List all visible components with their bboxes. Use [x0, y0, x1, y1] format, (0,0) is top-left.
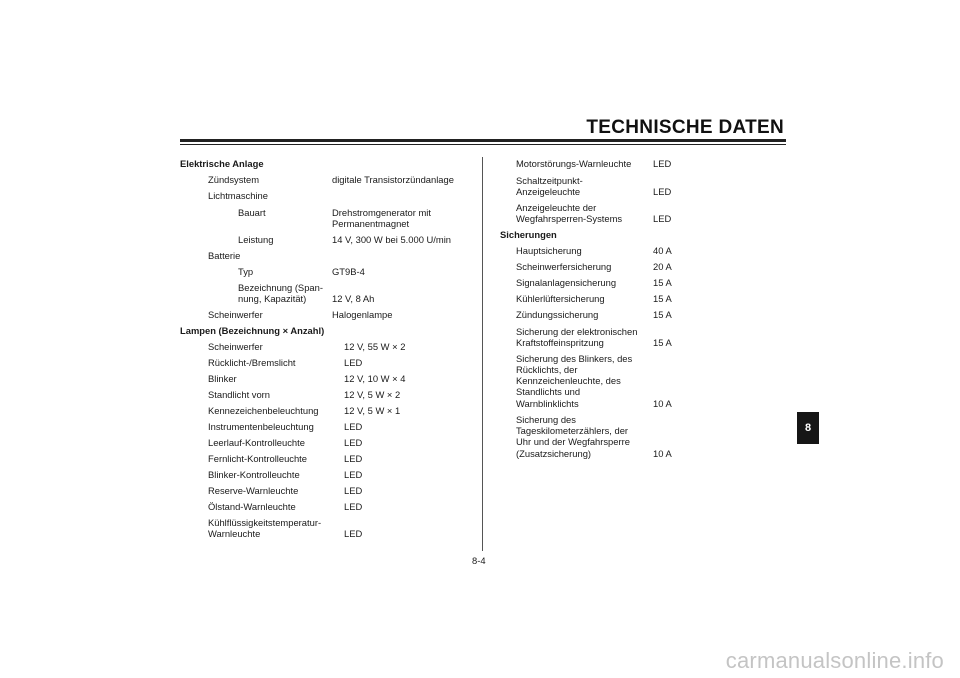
spec-value: 10 A — [653, 398, 672, 409]
watermark-text: carmanualsonline.info — [725, 648, 944, 673]
spec-value: 15 A — [653, 337, 672, 348]
spec-value: Halogenlampe — [332, 309, 393, 320]
spec-value: LED — [653, 186, 672, 197]
spec-value: 12 V, 8 Ah — [332, 293, 375, 304]
fuse-label-tages-line: Tageskilometerzählers, der — [516, 425, 629, 436]
spec-label: Leistung — [238, 234, 274, 245]
spec-value: 12 V, 5 W × 1 — [344, 405, 401, 416]
spec-value: LED — [344, 357, 363, 368]
header-rule-thick — [180, 139, 786, 142]
spec-label: Scheinwerfersicherung — [516, 261, 612, 272]
spec-label: Leerlauf-Kontrolleuchte — [208, 437, 305, 448]
spec-label: Warnleuchte — [208, 528, 261, 539]
spec-label-wegfahr-line1: Anzeigeleuchte der — [516, 202, 597, 213]
spec-label: Standlicht vorn — [208, 389, 271, 400]
spec-value: 20 A — [653, 261, 672, 272]
spec-label: Ölstand-Warnleuchte — [208, 501, 296, 512]
spec-label: Scheinwerfer — [208, 309, 263, 320]
fuse-label-blinker-line: Standlichts und — [516, 386, 581, 397]
spec-label: Motorstörungs-Warnleuchte — [516, 158, 632, 169]
spec-label: Fernlicht-Kontrolleuchte — [208, 453, 308, 464]
spec-label: Rücklicht-/Bremslicht — [208, 357, 296, 368]
spec-value: LED — [344, 437, 363, 448]
spec-value: LED — [344, 469, 363, 480]
page-title: TECHNISCHE DATEN — [586, 117, 784, 138]
spec-label-schalt-line1: Schaltzeitpunkt- — [516, 175, 583, 186]
heading-sicherungen: Sicherungen — [500, 229, 557, 240]
spec-value: LED — [344, 453, 363, 464]
spec-value-continuation: Permanentmagnet — [332, 218, 410, 229]
spec-value: LED — [653, 213, 672, 224]
spec-label: (Zusatzsicherung) — [516, 448, 592, 459]
spec-label: Zündsystem — [208, 174, 260, 185]
spec-label: Anzeigeleuchte — [516, 186, 581, 197]
spec-label: Reserve-Warnleuchte — [208, 485, 299, 496]
spec-value: 40 A — [653, 245, 672, 256]
spec-value: 15 A — [653, 309, 672, 320]
spec-value: LED — [344, 421, 363, 432]
spec-label: nung, Kapazität) — [238, 293, 307, 304]
spec-value: 15 A — [653, 293, 672, 304]
spec-label: Wegfahrsperren-Systems — [516, 213, 623, 224]
spec-value: digitale Transistorzündanlage — [332, 174, 454, 185]
spec-label: Zündungssicherung — [516, 309, 599, 320]
spec-value: 12 V, 5 W × 2 — [344, 389, 401, 400]
spec-label: Instrumentenbeleuchtung — [208, 421, 314, 432]
spec-label: Blinker-Kontrolleuchte — [208, 469, 300, 480]
spec-label-kuehl-line1: Kühlflüssigkeitstemperatur- — [208, 517, 322, 528]
spec-group-batterie: Batterie — [208, 250, 241, 261]
spec-value: Drehstromgenerator mit — [332, 207, 431, 218]
spec-value: GT9B-4 — [332, 266, 365, 277]
spec-value: LED — [344, 528, 363, 539]
spec-label: Bauart — [238, 207, 266, 218]
spec-value: 12 V, 55 W × 2 — [344, 341, 406, 352]
heading-lampen: Lampen (Bezeichnung × Anzahl) — [180, 325, 325, 336]
spec-label: Kraftstoffeinspritzung — [516, 337, 604, 348]
spec-label: Scheinwerfer — [208, 341, 263, 352]
fuse-label-blinker-line: Kennzeichenleuchte, des — [516, 375, 621, 386]
spec-label: Hauptsicherung — [516, 245, 582, 256]
heading-elektrische-anlage: Elektrische Anlage — [180, 158, 264, 169]
page-number: 8-4 — [472, 555, 486, 566]
chapter-tab[interactable] — [797, 412, 819, 444]
chapter-tab-label: 8 — [804, 422, 812, 434]
spec-value: 14 V, 300 W bei 5.000 U/min — [332, 234, 451, 245]
spec-label: Kennezeichenbeleuchtung — [208, 405, 319, 416]
fuse-label-tages-line: Sicherung des — [516, 414, 576, 425]
spec-label: Typ — [238, 266, 254, 277]
header-rule-thin — [180, 144, 786, 145]
spec-label: Warnblinklichts — [516, 398, 579, 409]
fuse-label-blinker-line: Rücklichts, der — [516, 364, 578, 375]
fuse-label-elektr-line1: Sicherung der elektronischen — [516, 326, 638, 337]
spec-group-lichtmaschine: Lichtmaschine — [208, 190, 268, 201]
spec-label: Kühlerlüftersicherung — [516, 293, 605, 304]
spec-value: LED — [653, 158, 672, 169]
spec-label-bezeichnung-line1: Bezeichnung (Span- — [238, 282, 323, 293]
fuse-label-tages-line: Uhr und der Wegfahrsperre — [516, 436, 630, 447]
column-divider — [482, 157, 483, 551]
fuse-label-blinker-line: Sicherung des Blinkers, des — [516, 353, 633, 364]
spec-value: LED — [344, 485, 363, 496]
spec-label: Blinker — [208, 373, 237, 384]
spec-value: 15 A — [653, 277, 672, 288]
spec-label: Signalanlagensicherung — [516, 277, 617, 288]
spec-value: 12 V, 10 W × 4 — [344, 373, 406, 384]
spec-value: LED — [344, 501, 363, 512]
spec-value: 10 A — [653, 448, 672, 459]
